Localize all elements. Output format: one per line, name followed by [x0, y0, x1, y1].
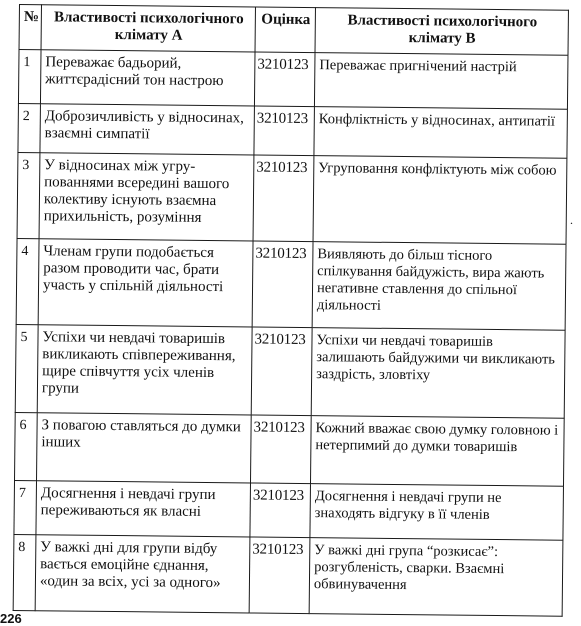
property-a: У відносинах між угру-пованнями всередині вашого колективу існують взаємна прихильність, розуміння	[39, 153, 254, 241]
property-a: Переважає бадьорий, життєрадісний тон настрою	[40, 50, 255, 106]
table-header-row	[19, 5, 568, 56]
table-row	[15, 325, 565, 418]
property-a: З повагою ставляться до думки інших	[37, 412, 252, 482]
score-scale: 3210123	[253, 155, 314, 242]
row-number: 7	[14, 480, 37, 534]
scan-speck: .	[570, 213, 573, 227]
property-b: Успіхи чи невдачі товаришів залишають байдужими чи викликають заздрість, зловтіху	[311, 328, 565, 418]
header-number: №	[19, 5, 41, 50]
table-row	[16, 239, 566, 331]
score-scale: 3210123	[254, 52, 315, 107]
table-row	[18, 104, 567, 159]
property-b: У важкі дні група “розкисає”: розгубленість, сварки. Взаємні обвинувачення	[309, 537, 563, 616]
property-b: Угруповання конфліктують між собою	[313, 156, 567, 245]
header-score: Оцінка	[255, 7, 315, 53]
property-a: У важкі дні для групи відбу вається емоційне єднання, «один за всіх, усі за одного»	[35, 535, 250, 613]
score-scale: 3210123	[249, 537, 310, 614]
table-row	[13, 534, 563, 616]
property-b: Конфліктність у відносинах, антипатії	[314, 107, 568, 159]
score-scale: 3210123	[254, 106, 315, 156]
property-a: Доброзичливість у відносинах, взаємні симпатії	[40, 104, 255, 155]
page-number-fragment: 226	[0, 611, 22, 626]
row-number: 3	[17, 153, 40, 239]
table-row	[15, 412, 565, 486]
property-b: Кожний вважає свою думку головною і нетерпимий до думки товаришів	[310, 415, 564, 486]
header-climate-b: Властивості психологічного клімату В	[315, 8, 568, 56]
row-number: 4	[16, 239, 39, 325]
row-number: 8	[13, 534, 36, 610]
header-climate-a: Властивості психологічного клімату А	[41, 5, 255, 52]
score-scale: 3210123	[252, 241, 313, 328]
score-scale: 3210123	[251, 415, 312, 484]
property-b: Досягнення і невдачі групи не знаходять відгуку в її членів	[310, 483, 564, 540]
table-row	[18, 50, 568, 110]
table-row	[14, 480, 564, 540]
property-a: Членам групи подобається разом проводити час, брати участь у спільній діяльності	[38, 239, 253, 327]
climate-properties-table	[13, 4, 569, 617]
property-a: Успіхи чи невдачі товаришів викликають співпереживання, щире співчуття усіх членів групи	[37, 325, 252, 414]
row-number: 2	[18, 104, 41, 153]
row-number: 5	[15, 325, 38, 412]
property-b: Виявляють до більш тісного спілкування байдужість, вира жають негативне ставлення до спільної діяльності	[312, 242, 566, 331]
property-b: Переважає пригнічений настрій	[314, 53, 568, 110]
row-number: 6	[15, 412, 38, 480]
property-a: Досягнення і невдачі групи переживаються як власні	[36, 480, 251, 536]
score-scale: 3210123	[251, 327, 312, 415]
row-number: 1	[18, 50, 41, 104]
score-scale: 3210123	[250, 483, 311, 538]
table-row	[17, 153, 567, 245]
